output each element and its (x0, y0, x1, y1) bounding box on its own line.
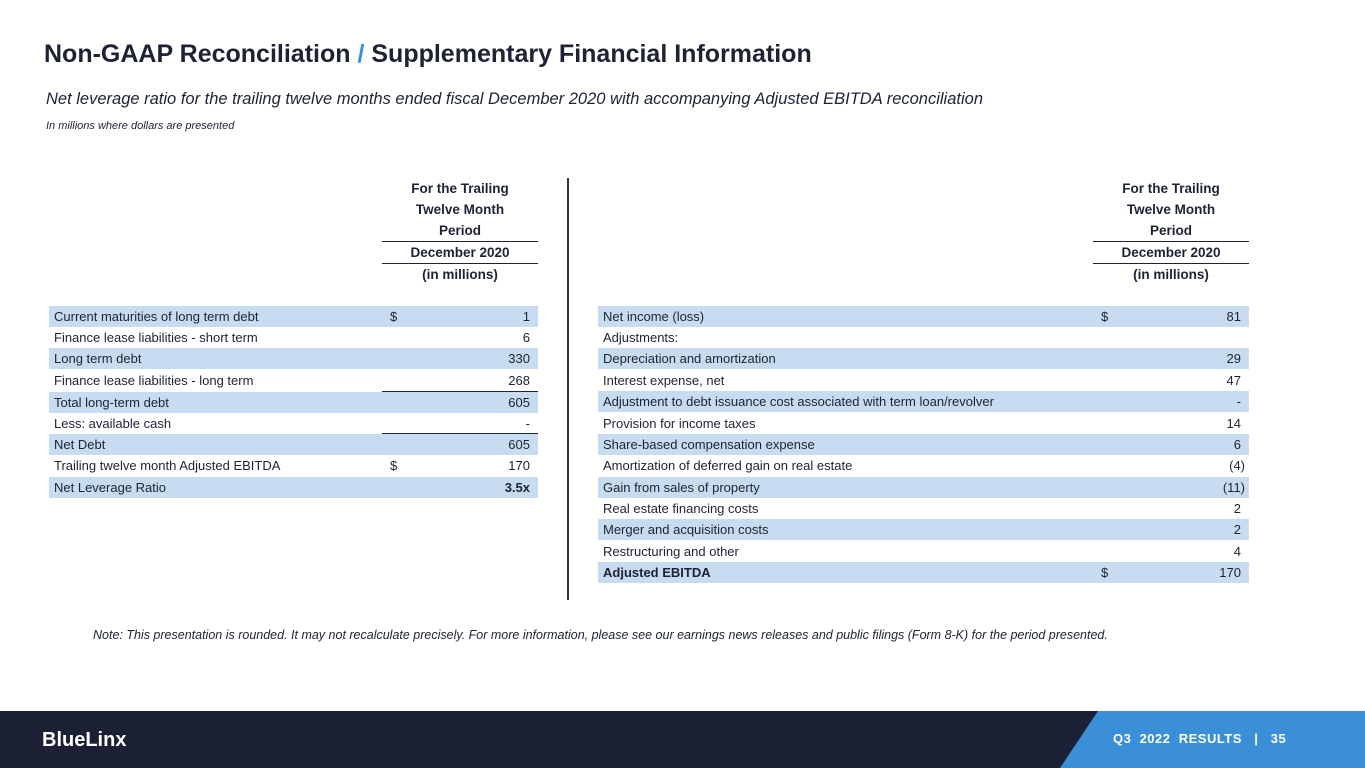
row-currency: $ (1101, 565, 1109, 580)
table-row (49, 477, 538, 498)
page-subtitle: Net leverage ratio for the trailing twelve months ended fiscal December 2020 with accompanying Adjusted EBITDA reconciliation (46, 90, 984, 108)
table-row (598, 477, 1249, 498)
row-label: Gain from sales of property (603, 480, 760, 495)
row-value: 268 (508, 373, 530, 388)
title-slash: / (357, 40, 365, 68)
row-label: Net Leverage Ratio (54, 480, 167, 495)
table-row (598, 348, 1249, 369)
header-line3: Period (1149, 223, 1192, 238)
row-value: 605 (508, 395, 530, 410)
right-column-header (1093, 178, 1249, 285)
row-label: Finance lease liabilities - short term (54, 330, 258, 345)
row-value: 81 (1226, 309, 1241, 324)
table-row (49, 413, 538, 434)
row-value: 6 (522, 330, 530, 345)
row-value: 605 (508, 437, 530, 452)
brand-logo: BlueLinx (42, 729, 127, 751)
header-line2: Twelve Month (415, 202, 505, 217)
header-line5: (in millions) (382, 263, 538, 285)
table-row (49, 306, 538, 327)
row-value: 29 (1226, 351, 1241, 366)
row-label: Total long-term debt (54, 395, 169, 410)
row-label: Provision for income taxes (603, 416, 756, 431)
header-line1: For the Trailing (411, 181, 509, 196)
row-value: 2 (1233, 522, 1241, 537)
header-line4: December 2020 (382, 241, 538, 263)
unit-note: In millions where dollars are presented (46, 120, 235, 132)
title-part2: Supplementary Financial Information (371, 40, 812, 68)
header-line5: (in millions) (1093, 263, 1249, 285)
page-title (44, 40, 812, 69)
row-label: Less: available cash (54, 416, 172, 431)
header-line2: Twelve Month (1126, 202, 1216, 217)
row-label: Adjustment to debt issuance cost associated with term loan/revolver (603, 394, 994, 409)
row-value: 14 (1226, 416, 1241, 431)
row-label: Adjusted EBITDA (603, 565, 711, 580)
row-value: 330 (508, 351, 530, 366)
row-value: 6 (1233, 437, 1241, 452)
table-row (49, 348, 538, 369)
table-row (49, 370, 538, 391)
table-row (49, 392, 538, 413)
row-label: Trailing twelve month Adjusted EBITDA (54, 458, 281, 473)
table-row-total (598, 562, 1249, 583)
row-value: 2 (1233, 501, 1241, 516)
table-row (598, 541, 1249, 562)
row-label: Real estate financing costs (603, 501, 759, 516)
row-label: Net income (loss) (603, 309, 705, 324)
results-badge-label: Q3 2022 RESULTS | 35 (1113, 731, 1287, 746)
table-row (49, 455, 538, 476)
row-value: 3.5x (504, 480, 530, 495)
row-label: Amortization of deferred gain on real estate (603, 458, 853, 473)
table-row (598, 391, 1249, 412)
row-value: (11) (1222, 480, 1245, 495)
table-row (598, 306, 1249, 327)
row-label: Adjustments: (603, 330, 679, 345)
table-row (598, 519, 1249, 540)
row-currency: $ (390, 458, 398, 473)
row-value: 170 (508, 458, 530, 473)
header-line4: December 2020 (1093, 241, 1249, 263)
table-row (598, 370, 1249, 391)
row-value: 47 (1226, 373, 1241, 388)
table-row (598, 498, 1249, 519)
row-currency: $ (390, 309, 398, 324)
table-row (598, 455, 1249, 476)
left-column-header (382, 178, 538, 285)
row-label: Restructuring and other (603, 544, 739, 559)
header-line3: Period (438, 223, 481, 238)
row-label: Interest expense, net (603, 373, 725, 388)
row-value: - (525, 416, 530, 431)
row-value: 1 (522, 309, 530, 324)
row-label: Share-based compensation expense (603, 437, 815, 452)
row-label: Net Debt (54, 437, 106, 452)
row-value: 4 (1233, 544, 1241, 559)
row-value: - (1236, 394, 1241, 409)
table-row (49, 434, 538, 455)
table-row (598, 327, 1249, 348)
row-label: Depreciation and amortization (603, 351, 776, 366)
table-divider (567, 178, 569, 600)
row-label: Merger and acquisition costs (603, 522, 769, 537)
table-row (598, 413, 1249, 434)
row-label: Long term debt (54, 351, 142, 366)
row-currency: $ (1101, 309, 1109, 324)
table-row (49, 327, 538, 348)
footnote: Note: This presentation is rounded. It may not recalculate precisely. For more information, please see our earnings news releases and public filings (Form 8-K) for the period presented. (93, 628, 1108, 642)
title-part1: Non-GAAP Reconciliation (44, 40, 351, 68)
header-line1: For the Trailing (1122, 181, 1220, 196)
row-label: Finance lease liabilities - long term (54, 373, 254, 388)
table-row (598, 434, 1249, 455)
row-value: (4) (1229, 458, 1245, 473)
row-label: Current maturities of long term debt (54, 309, 259, 324)
row-value: 170 (1219, 565, 1241, 580)
